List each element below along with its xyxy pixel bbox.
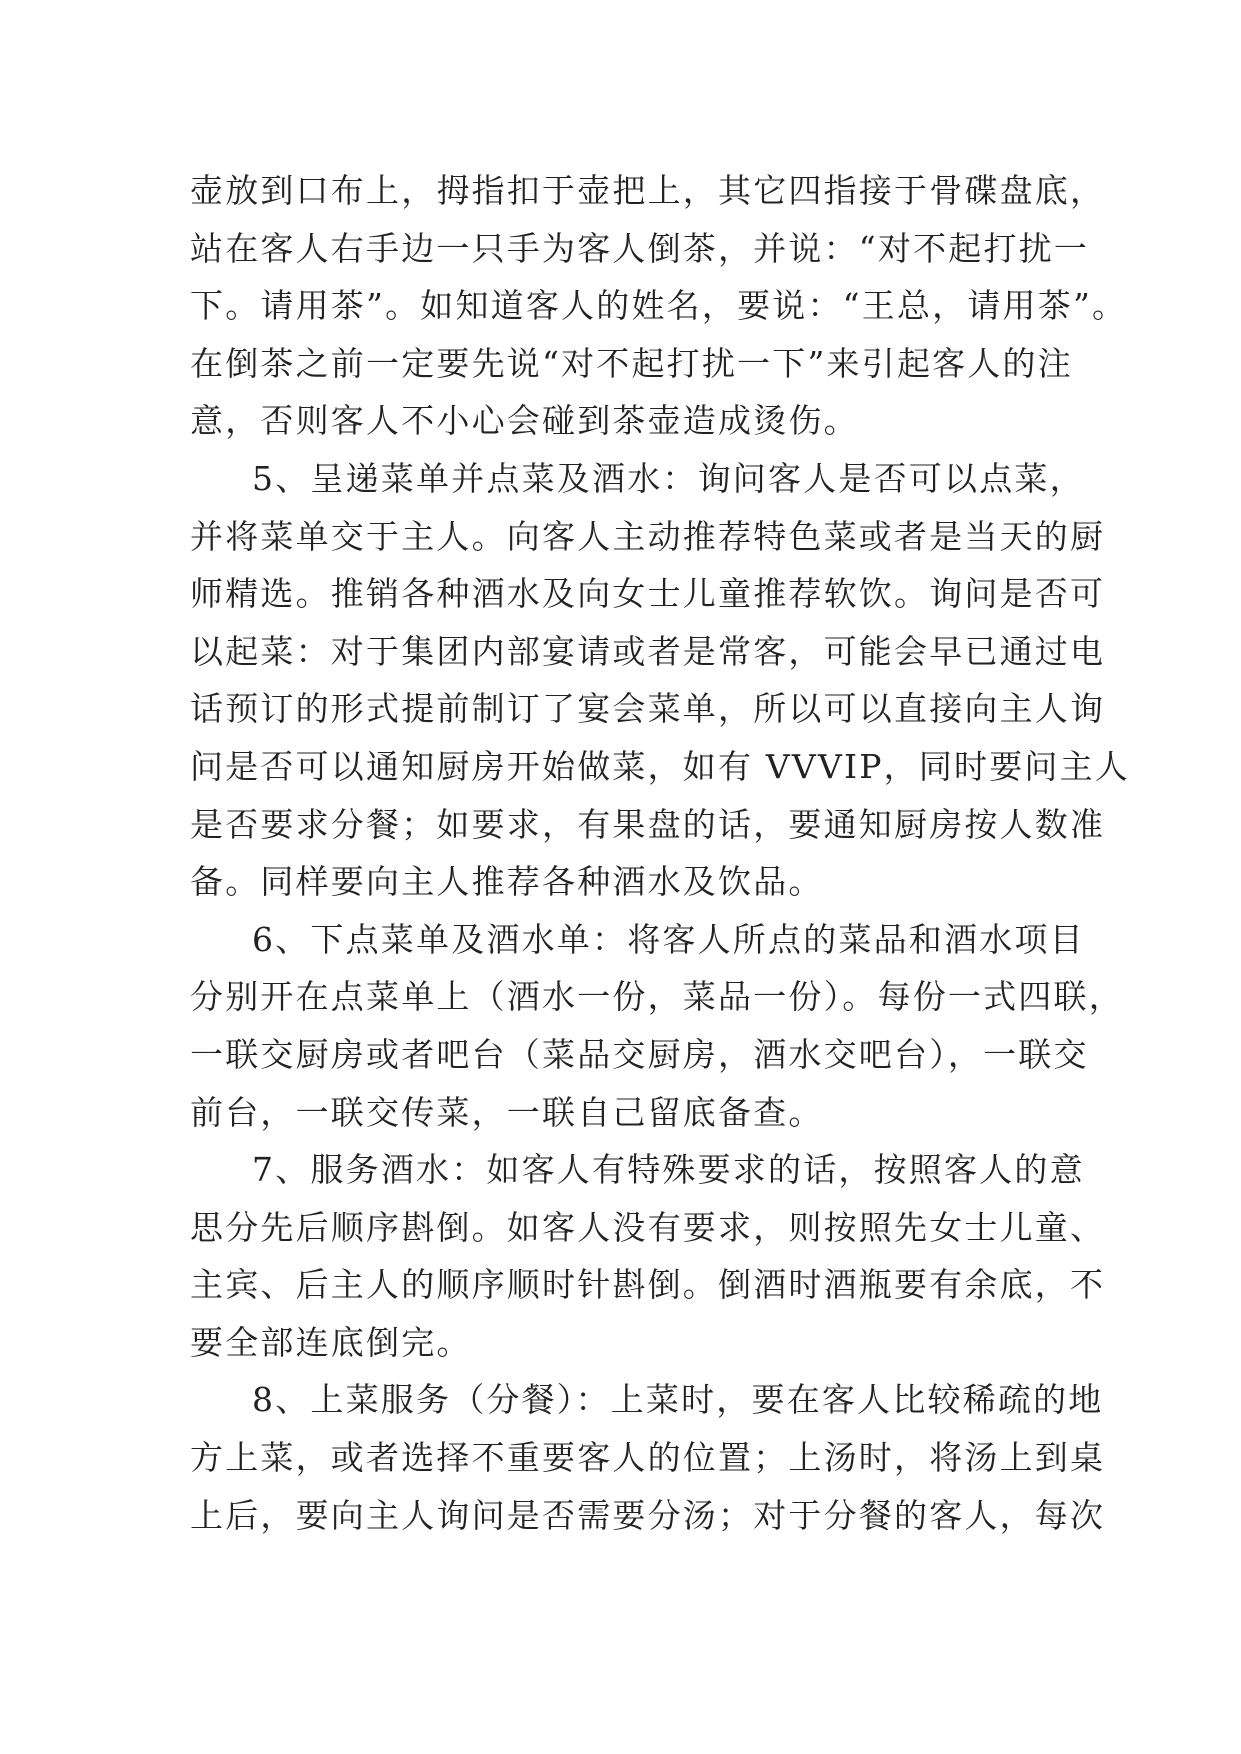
- text-line: 前台，一联交传菜，一联自己留底备查。: [190, 1092, 824, 1132]
- text-line: 7、服务酒水：如客人有特殊要求的话，按照客人的意: [252, 1150, 1085, 1190]
- text-line: 话预订的形式提前制订了宴会菜单，所以可以直接向主人询: [190, 689, 1106, 729]
- text-line: 备。同样要向主人推荐各种酒水及饮品。: [190, 862, 824, 902]
- text-line: 方上菜，或者选择不重要客人的位置；上汤时，将汤上到桌: [190, 1438, 1106, 1478]
- text-line: 在倒茶之前一定要先说“对不起打扰一下”来引起客人的注: [190, 343, 1073, 383]
- text-line: 一联交厨房或者吧台（菜品交厨房，酒水交吧台），一联交: [190, 1034, 1089, 1074]
- text-line: 8、上菜服务（分餐）：上菜时，要在客人比较稀疏的地: [252, 1380, 1104, 1420]
- text-line: 问是否可以通知厨房开始做菜，如有 VVVIP，同时要问主人: [190, 746, 1131, 786]
- text-line: 分别开在点菜单上（酒水一份，菜品一份）。每份一式四联，: [190, 977, 1124, 1017]
- text-line: 上后，要向主人询问是否需要分汤；对于分餐的客人，每次: [190, 1495, 1106, 1535]
- text-line: 站在客人右手边一只手为客人倒茶，并说：“对不起打扰一: [190, 228, 1090, 268]
- paragraph: [190, 1371, 1106, 1544]
- paragraph: [190, 162, 1128, 450]
- text-line: 以起菜：对于集团内部宴请或者是常客，可能会早已通过电: [190, 631, 1106, 671]
- text-line: 思分先后顺序斟倒。如客人没有要求，则按照先女士儿童、: [190, 1207, 1106, 1247]
- text-line: 要全部连底倒完。: [190, 1322, 472, 1362]
- text-line: 6、下点菜单及酒水单：将客人所点的菜品和酒水项目: [252, 919, 1085, 959]
- text-line: 5、呈递菜单并点菜及酒水：询问客人是否可以点菜，: [252, 458, 1085, 498]
- text-line: 意，否则客人不小心会碰到茶壶造成烫伤。: [190, 401, 859, 441]
- text-line: 师精选。推销各种酒水及向女士儿童推荐软饮。询问是否可: [190, 574, 1106, 614]
- text-line: 是否要求分餐；如要求，有果盘的话，要通知厨房按人数准: [190, 804, 1106, 844]
- text-line: 并将菜单交于主人。向客人主动推荐特色菜或者是当天的厨: [190, 516, 1106, 556]
- text-line: 主宾、后主人的顺序顺时针斟倒。倒酒时酒瓶要有余底，不: [190, 1265, 1106, 1305]
- body-text: [190, 162, 1131, 1544]
- paragraph: [190, 450, 1131, 911]
- paragraph: [190, 1141, 1106, 1371]
- text-line: 下。请用茶”。如知道客人的姓名，要说：“王总，请用茶”。: [190, 286, 1128, 326]
- text-line: 壶放到口布上，拇指扣于壶把上，其它四指接于骨碟盘底，: [190, 171, 1106, 210]
- paragraph: [190, 911, 1124, 1141]
